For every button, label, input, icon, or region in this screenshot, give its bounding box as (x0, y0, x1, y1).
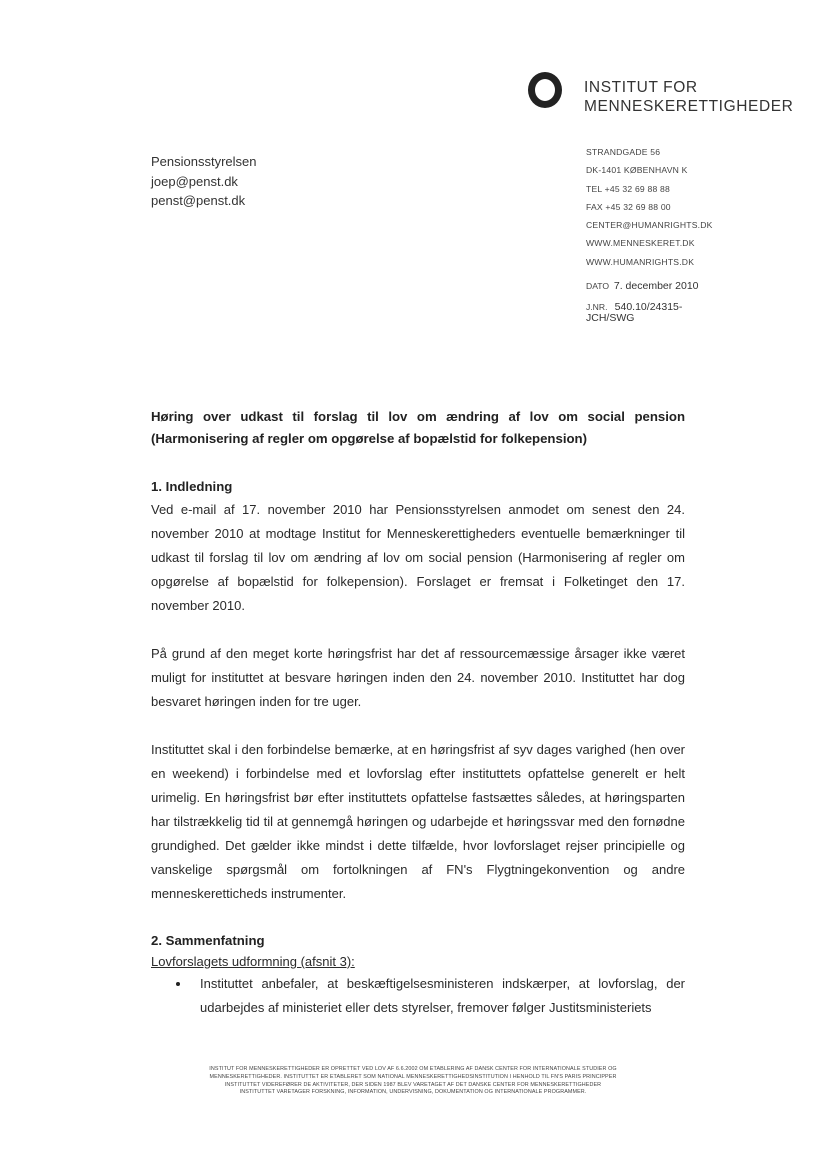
paragraph-3: Instituttet skal i den forbindelse bemærke, at en høringsfrist af syv dages varighed (hen over en weekend) i forbindelse med et lovforslag efter instituttets opfattelse generelt er helt urimelig. En høringsfrist bør efter instituttets opfattelse fastsættes således, at høringsparten har tilstrækkelig tid til at gennemgå høringen og udarbejde et høringssvar med den fornødne grundighed. Det gælder ikke mindst i dette tilfælde, hvor lovforslaget rejser principielle og vanskelige spørgsmål om fortolkningen af FN's Flygtningekonvention og andre menneskeretticheds instrumenter. (151, 742, 685, 901)
recipient-name: Pensionsstyrelsen (151, 154, 257, 169)
section-2-heading: 2. Sammenfatning (151, 933, 265, 948)
recipient-email-1: joep@penst.dk (151, 173, 238, 189)
section-introduction (151, 476, 685, 906)
contact-block (586, 143, 713, 271)
contact-website-2: WWW.HUMANRIGHTS.DK (586, 256, 695, 267)
bullet-text: Instituttet anbefaler, at beskæftigelsesministeren indskærper, at lovforslag, der udarbejdes af ministeriet eller dets styrelser, fremover følger Justitsministeriets (200, 976, 685, 1015)
contact-email: CENTER@HUMANRIGHTS.DK (586, 220, 713, 231)
recipient-block (151, 152, 257, 211)
section-1-heading: 1. Indledning (151, 479, 233, 494)
bullet-icon (176, 982, 180, 986)
date-label: DATO (586, 281, 610, 291)
date-value: 7. december 2010 (613, 280, 699, 292)
logo-line-2: MENNESKERETTIGHEDER (584, 98, 794, 115)
date-row (586, 278, 699, 294)
contact-address: STRANDGADE 56 (586, 147, 661, 157)
journal-label: J.NR. (586, 302, 608, 312)
page-footer (120, 1066, 706, 1097)
contact-fax: FAX +45 32 69 88 00 (586, 201, 671, 212)
letter-meta (586, 278, 699, 324)
logo-line-1: INSTITUT FOR (584, 79, 698, 96)
summary-list (151, 972, 685, 1020)
journal-value-1: 540.10/24315- (614, 301, 683, 313)
footer-line-4: INSTITUTTET VARETAGER FORSKNING, INFORMATION, UNDERVISNING, DOKUMENTATION OG INTERNATIONALE PROGRAMMER. (239, 1089, 587, 1096)
list-item (151, 972, 685, 1020)
subject-heading: Høring over udkast til forslag til lov om ændring af lov om social pension (Harmonisering af regler om opgørelse af bopælstid for folkepension) (151, 409, 685, 446)
contact-city: DK-1401 KØBENHAVN K (586, 165, 688, 176)
journal-row (586, 302, 699, 324)
footer-line-3: INSTITUTTET VIDEREFØRER DE AKTIVITETER, DER SIDEN 1987 BLEV VARETAGET AF DET DANSKE CENTER FOR MENNESKERETTIGHEDER (224, 1081, 602, 1088)
paragraph-2: På grund af den meget korte høringsfrist har det af ressourcemæssige årsager ikke været muligt for instituttet at besvare høringen inden den 24. november 2010. Instituttet har dog besvaret høringen inden for tre uger. (151, 646, 685, 709)
paragraph-1: Ved e-mail af 17. november 2010 har Pensionsstyrelsen anmodet om senest den 24. november 2010 at modtage Institut for Menneskerettigheders eventuelle bemærkninger til udkast til forslag til lov om ændring af lov om social pension (Harmonisering af regler om opgørelse af bopælstid for folkepension). Forslaget er fremsat i Folketinget den 17. november 2010. (151, 502, 685, 613)
contact-phone: TEL +45 32 69 88 88 (586, 183, 670, 194)
logo-ring-icon (528, 72, 562, 108)
journal-value-2: JCH/SWG (586, 312, 635, 324)
letter-body (151, 406, 685, 1020)
footer-line-1: INSTITUT FOR MENNESKERETTIGHEDER ER OPRETTET VED LOV AF 6.6.2002 OM ETABLERING AF DANSK CENTER FOR INTERNATIONALE STUDIER OG (209, 1066, 617, 1072)
logo-text (584, 78, 804, 116)
section-summary (151, 930, 685, 1020)
footer-line-2: MENNESKERETTIGHEDER. INSTITUTTET ER ETABLERET SOM NATIONAL MENNESKERETTIGHEDSINSTITUTION I HENHOLD TIL FN'S PARIS PRINCIPPER (209, 1073, 617, 1080)
section-2-subheading: Lovforslagets udformning (afsnit 3): (151, 954, 355, 969)
recipient-email-2: penst@penst.dk (151, 193, 246, 208)
contact-website-1: WWW.MENNESKERET.DK (586, 238, 695, 249)
